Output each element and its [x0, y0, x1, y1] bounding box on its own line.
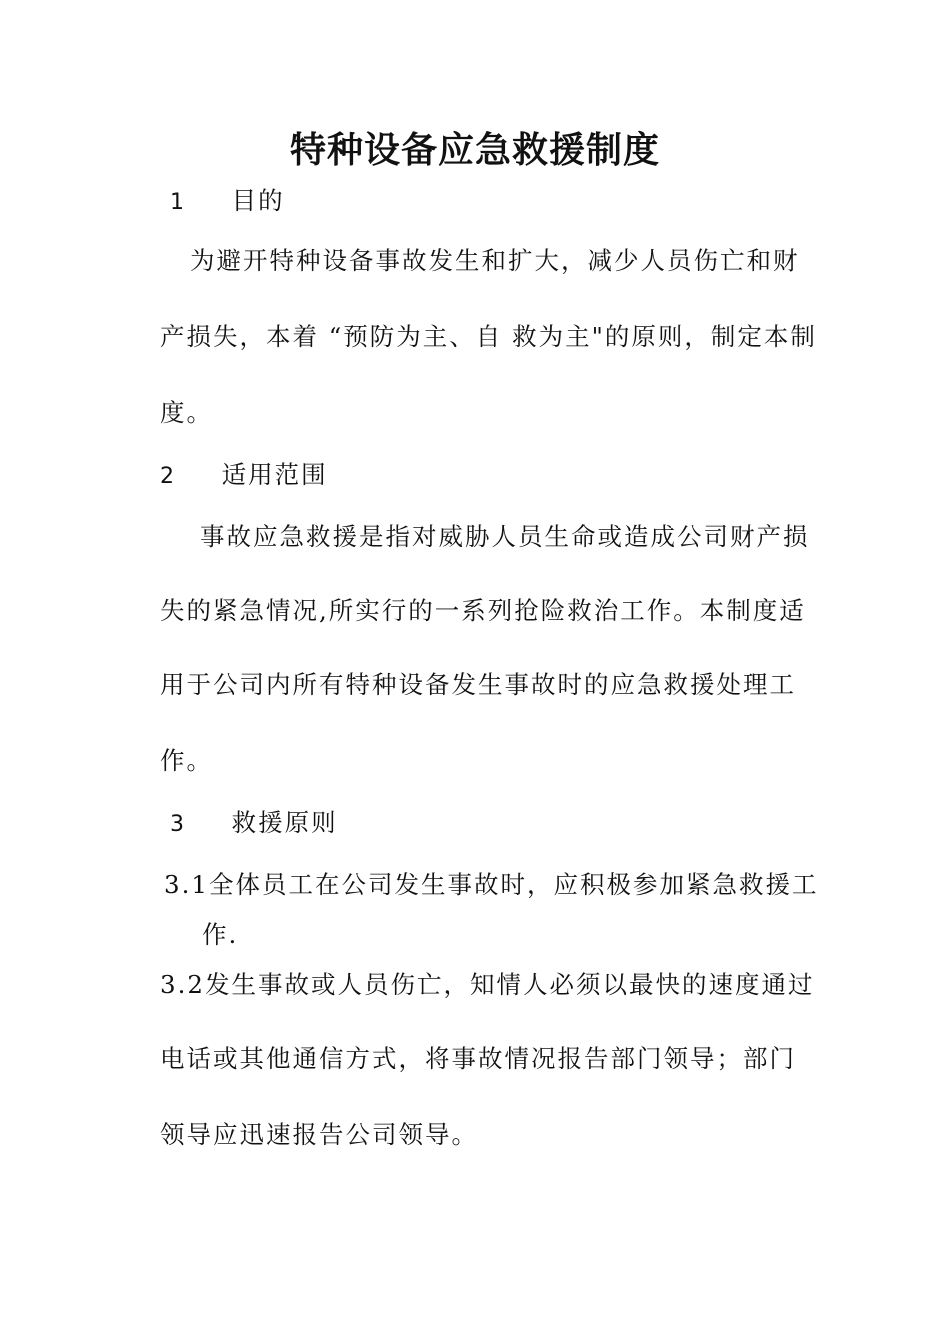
section-number: 2 [160, 464, 176, 489]
section-heading-text: 适用范围 [221, 460, 328, 489]
paragraph-line: 作。 [160, 746, 213, 775]
section-heading-3 [170, 806, 338, 842]
paragraph-line: 用于公司内所有特种设备发生事故时的应急救援处理工 [160, 670, 796, 699]
section-number: 1 [170, 190, 186, 215]
section-heading-text: 救援原则 [231, 808, 338, 837]
section-heading-text: 目的 [231, 186, 285, 215]
paragraph-line: 作. [202, 920, 239, 949]
paragraph-line: 度。 [160, 398, 213, 427]
paragraph-line: 3.2发生事故或人员伤亡，知情人必须以最快的速度通过 [160, 970, 815, 999]
paragraph-line: 领导应迅速报告公司领导。 [160, 1120, 478, 1149]
section-number: 3 [170, 812, 186, 837]
paragraph-line: 失的紧急情况,所实行的一系列抢险救治工作。本制度适 [160, 596, 806, 625]
paragraph-line: 为避开特种设备事故发生和扩大，减少人员伤亡和财 [190, 246, 800, 275]
section-heading-1 [170, 184, 285, 220]
paragraph-line: 3.1全体员工在公司发生事故时，应积极参加紧急救援工 [164, 870, 819, 899]
paragraph-line: 事故应急救援是指对威胁人员生命或造成公司财产损 [200, 522, 810, 551]
section-heading-2 [160, 458, 328, 494]
paragraph-line: 电话或其他通信方式，将事故情况报告部门领导；部门 [160, 1044, 796, 1073]
document-title: 特种设备应急救援制度 [289, 129, 660, 171]
paragraph-line: 产损失，本着 “预防为主、自 救为主"的原则，制定本制 [160, 322, 817, 351]
